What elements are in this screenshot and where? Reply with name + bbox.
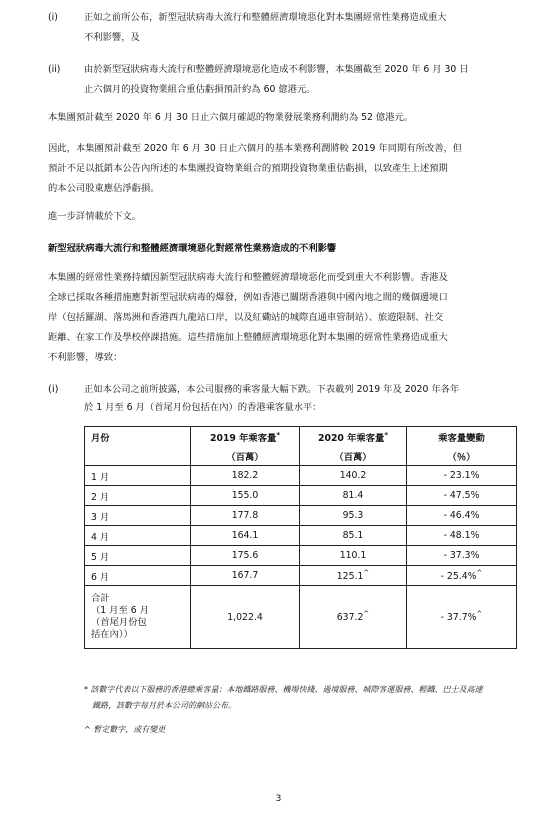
table-header-row bbox=[85, 427, 517, 447]
footnote-caret: ^ 暫定數字，或有變更 bbox=[84, 725, 166, 734]
footnote-mark-star: * bbox=[276, 430, 280, 439]
header-month-blank bbox=[85, 446, 191, 466]
table-row bbox=[85, 506, 517, 526]
table-header-unit-row bbox=[85, 446, 517, 466]
cell-2020: 85.1 bbox=[300, 526, 407, 546]
section-para-line-3: 岸（包括羅湖、落馬洲和香港西九龍站口岸，以及紅磡站的城際直通車管制站）、旅遊限制、社交 bbox=[48, 312, 444, 323]
page-number: 3 bbox=[275, 794, 282, 804]
sub-item-line-1: 正如本公司之前所披露，本公司服務的乘客量大幅下跌。下表載列 2019 年及 2020 年各年 bbox=[84, 384, 460, 395]
total-label-line: （首尾月份包 bbox=[91, 617, 147, 628]
footnote-mark-caret: ^ bbox=[476, 568, 483, 577]
cell-2020: 110.1 bbox=[300, 546, 407, 566]
cell-change: - 48.1% bbox=[407, 526, 517, 546]
cell-2019: 164.1 bbox=[191, 526, 300, 546]
header-2020-unit: （百萬） bbox=[300, 446, 407, 466]
header-change: 乘客量變動 bbox=[407, 427, 517, 447]
para-underlying-profit-line-1: 因此，本集團預計截至 2020 年 6 月 30 日止六個月的基本業務利潤將較 2019 年同期有所改善，但 bbox=[48, 143, 463, 154]
sub-item-line-2: 於 1 月至 6 月（首尾月份包括在內）的香港乘客量水平： bbox=[84, 402, 322, 413]
para-property-development: 本集團預計截至 2020 年 6 月 30 日止六個月確認的物業發展業務利潤約為 52 億港元。 bbox=[48, 112, 414, 123]
section-heading: 新型冠狀病毒大流行和整體經濟環境惡化對經常性業務造成的不利影響 bbox=[48, 243, 337, 254]
section-para-line-4: 距離、在家工作及學校停課措施。這些措施加上整體經濟環境惡化對本集團的經常性業務造成重大 bbox=[48, 332, 448, 343]
cell-change: - 23.1% bbox=[407, 466, 517, 486]
intro-item-1-line-1: 正如之前所公布，新型冠狀病毒大流行和整體經濟環境惡化對本集團經常性業務造成重大 bbox=[84, 12, 447, 23]
table-row bbox=[85, 466, 517, 486]
cell-total-2019: 1,022.4 bbox=[191, 586, 300, 649]
cell-month: 6 月 bbox=[85, 566, 191, 586]
cell-2019: 175.6 bbox=[191, 546, 300, 566]
footnote-mark-star: * bbox=[384, 430, 388, 439]
cell-2020: 140.2 bbox=[300, 466, 407, 486]
para-underlying-profit-line-2: 預計不足以抵銷本公告內所述的本集團投資物業組合的預期投資物業重估虧損，以致產生上述預期 bbox=[48, 163, 448, 174]
cell-2019: 167.7 bbox=[191, 566, 300, 586]
cell-2020: 81.4 bbox=[300, 486, 407, 506]
header-2019: 2019 年乘客量* bbox=[191, 427, 300, 447]
cell-2020: 95.3 bbox=[300, 506, 407, 526]
table-row bbox=[85, 546, 517, 566]
cell-change: - 25.4%^ bbox=[407, 566, 517, 586]
footnote-star-line-1: * 該數字代表以下服務的香港總乘客量：本地鐵路服務、機場快綫、過境服務、城際客運服務、輕鐵、巴士及高速 bbox=[84, 685, 483, 694]
total-label-line: 合計 bbox=[91, 593, 110, 604]
header-2020: 2020 年乘客量* bbox=[300, 427, 407, 447]
cell-month: 5 月 bbox=[85, 546, 191, 566]
section-para-line-5: 不利影響，導致： bbox=[48, 352, 123, 363]
table-row bbox=[85, 486, 517, 506]
para-further-details: 進一步詳情載於下文。 bbox=[48, 211, 141, 222]
footnote-mark-caret: ^ bbox=[363, 568, 370, 577]
cell-change: - 47.5% bbox=[407, 486, 517, 506]
cell-2019: 155.0 bbox=[191, 486, 300, 506]
list-marker-ii: (ii) bbox=[48, 64, 61, 75]
cell-month: 4 月 bbox=[85, 526, 191, 546]
table-row bbox=[85, 566, 517, 586]
list-marker-i: (i) bbox=[48, 12, 58, 23]
header-change-unit: （％） bbox=[407, 446, 517, 466]
cell-month: 2 月 bbox=[85, 486, 191, 506]
cell-2020: 125.1^ bbox=[300, 566, 407, 586]
cell-2019: 177.8 bbox=[191, 506, 300, 526]
total-label-line: （1 月至 6 月 bbox=[91, 605, 149, 616]
para-underlying-profit-line-3: 的本公司股東應佔淨虧損。 bbox=[48, 183, 160, 194]
section-para-line-1: 本集團的經常性業務持續因新型冠狀病毒大流行和整體經濟環境惡化而受到重大不利影響。香港及 bbox=[48, 272, 448, 283]
intro-item-2-line-1: 由於新型冠狀病毒大流行和整體經濟環境惡化造成不利影響，本集團截至 2020 年 6 月 30 日 bbox=[84, 64, 469, 75]
cell-2019: 182.2 bbox=[191, 466, 300, 486]
intro-item-1-line-2: 不利影響，及 bbox=[84, 32, 140, 43]
header-2019-unit: （百萬） bbox=[191, 446, 300, 466]
table-total-row bbox=[85, 586, 517, 649]
cell-total-2020: 637.2^ bbox=[300, 586, 407, 649]
sub-marker-i: (i) bbox=[48, 384, 59, 395]
footnote-star-line-2: 鐵路，該數字每月於本公司的網站公布。 bbox=[92, 701, 236, 710]
cell-total-change: - 37.7%^ bbox=[407, 586, 517, 649]
table-row bbox=[85, 526, 517, 546]
total-label-line: 括在內）） bbox=[91, 629, 133, 640]
cell-change: - 37.3% bbox=[407, 546, 517, 566]
cell-change: - 46.4% bbox=[407, 506, 517, 526]
passenger-table bbox=[84, 426, 517, 649]
header-month: 月份 bbox=[85, 427, 191, 447]
cell-month: 1 月 bbox=[85, 466, 191, 486]
cell-month: 3 月 bbox=[85, 506, 191, 526]
footnote-mark-caret: ^ bbox=[363, 610, 370, 619]
section-para-line-2: 全球已採取各種措施應對新型冠狀病毒的爆發，例如香港已關閉香港與中國內地之間的幾個邊境口 bbox=[48, 292, 448, 303]
intro-item-2-line-2: 止六個月的投資物業組合重估虧損預計約為 60 億港元。 bbox=[84, 84, 316, 95]
footnote-mark-caret: ^ bbox=[476, 610, 483, 619]
cell-total-label bbox=[85, 586, 191, 649]
